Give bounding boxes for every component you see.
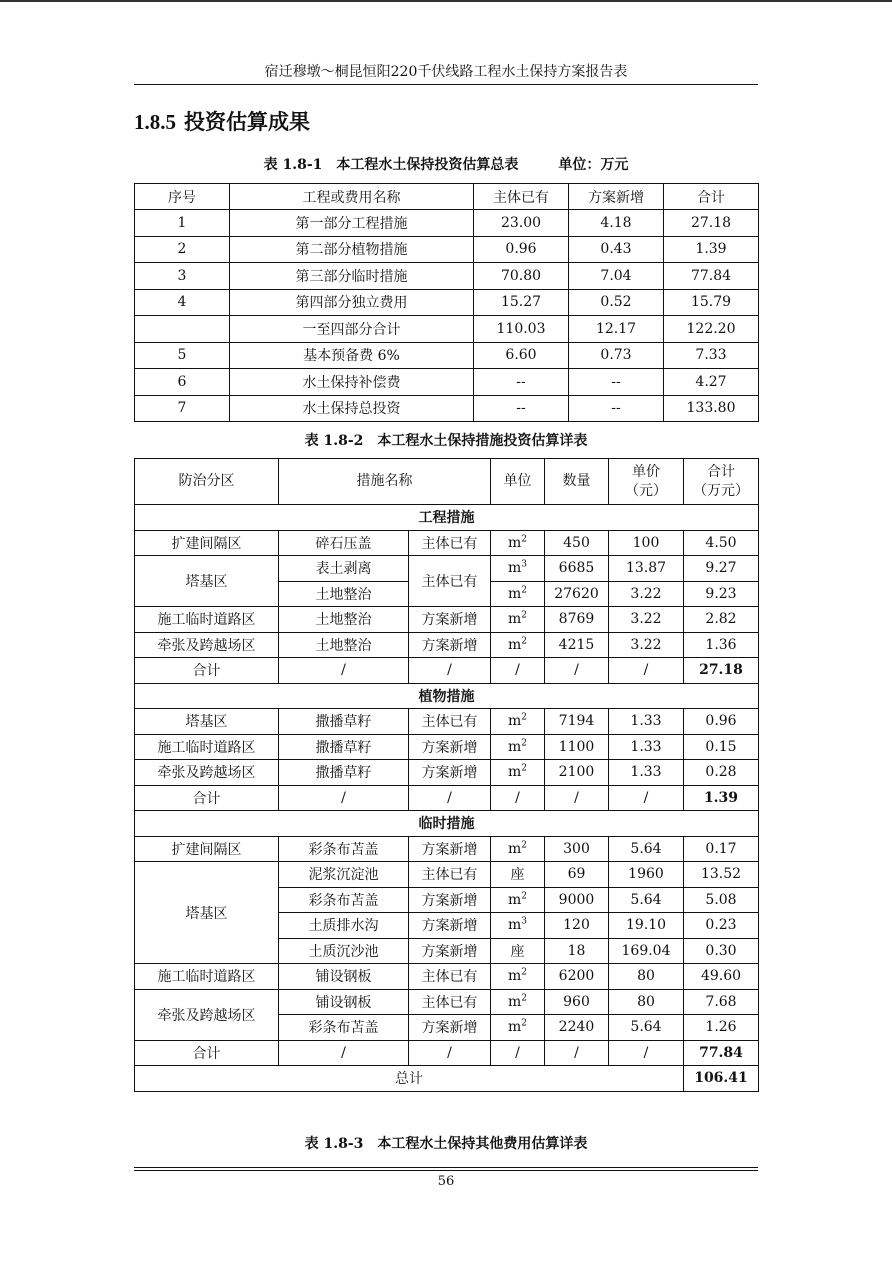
slash-cell: / <box>409 1040 491 1066</box>
total-cell: 0.15 <box>684 734 759 760</box>
table-row <box>135 236 759 263</box>
unit-exponent: 2 <box>521 534 527 545</box>
unit-base: m <box>507 585 522 602</box>
unit-base: m <box>507 917 522 934</box>
plan-added-cell: -- <box>569 395 664 422</box>
total-cell: 0.96 <box>684 709 759 735</box>
price-cell: 3.22 <box>609 607 684 633</box>
unit-cell <box>491 887 545 913</box>
item-name-cell: 第三部分临时措施 <box>230 263 474 290</box>
table-row <box>135 342 759 369</box>
zone-cell: 塔基区 <box>135 556 279 607</box>
unit-base: m <box>507 891 522 908</box>
total-cell: 1.39 <box>664 236 759 263</box>
grand-total-value: 106.41 <box>684 1066 759 1092</box>
price-cell: 80 <box>609 989 684 1015</box>
index-cell: 3 <box>135 263 230 290</box>
column-header: 措施名称 <box>279 459 491 505</box>
table-row <box>135 734 759 760</box>
table-row <box>135 964 759 990</box>
column-header <box>684 459 759 505</box>
index-cell: 1 <box>135 210 230 237</box>
price-cell: 169.04 <box>609 938 684 964</box>
unit-exponent: 2 <box>521 610 527 621</box>
unit-exponent: 2 <box>521 585 527 596</box>
source-cell: 方案新增 <box>409 836 491 862</box>
column-header: 数量 <box>545 459 609 505</box>
unit-exponent: 2 <box>521 993 527 1004</box>
table-row <box>135 263 759 290</box>
column-header: 主体已有 <box>474 184 569 210</box>
total-cell: 133.80 <box>664 395 759 422</box>
price-cell: 5.64 <box>609 1015 684 1041</box>
source-cell: 主体已有 <box>409 964 491 990</box>
plan-added-cell: 0.43 <box>569 236 664 263</box>
price-cell: 5.64 <box>609 836 684 862</box>
unit-cell: 座 <box>491 862 545 888</box>
measure-cell: 撒播草籽 <box>279 709 409 735</box>
measure-cell: 撒播草籽 <box>279 760 409 786</box>
zone-cell: 扩建间隔区 <box>135 530 279 556</box>
slash-cell: / <box>491 1040 545 1066</box>
main-existing-cell: 0.96 <box>474 236 569 263</box>
plan-added-cell: 12.17 <box>569 316 664 343</box>
column-header <box>609 459 684 505</box>
price-cell: 5.64 <box>609 887 684 913</box>
main-existing-cell: -- <box>474 395 569 422</box>
price-cell: 1960 <box>609 862 684 888</box>
unit-exponent: 2 <box>521 763 527 774</box>
unit-cell <box>491 709 545 735</box>
quantity-cell: 27620 <box>545 581 609 607</box>
measure-cell: 土地整治 <box>279 607 409 633</box>
unit-base: m <box>507 840 522 857</box>
slash-cell: / <box>491 785 545 811</box>
slash-cell: / <box>609 1040 684 1066</box>
unit-cell <box>491 760 545 786</box>
subtotal-value: 1.39 <box>684 785 759 811</box>
zone-cell: 塔基区 <box>135 862 279 964</box>
price-cell: 3.22 <box>609 581 684 607</box>
table-row <box>135 316 759 343</box>
grand-total-row <box>135 1066 759 1092</box>
source-cell: 方案新增 <box>409 1015 491 1041</box>
top-border <box>0 0 892 2</box>
unit-exponent: 2 <box>521 1018 527 1029</box>
header-line: （万元） <box>693 482 749 499</box>
source-cell: 方案新增 <box>409 938 491 964</box>
index-cell: 2 <box>135 236 230 263</box>
unit-base: m <box>507 611 522 628</box>
main-existing-cell: 70.80 <box>474 263 569 290</box>
total-cell: 7.68 <box>684 989 759 1015</box>
total-cell: 9.27 <box>684 556 759 582</box>
plan-added-cell: 0.52 <box>569 289 664 316</box>
zone-cell: 牵张及跨越场区 <box>135 760 279 786</box>
measure-cell: 土地整治 <box>279 632 409 658</box>
item-name-cell: 一至四部分合计 <box>230 316 474 343</box>
section-row <box>135 811 759 837</box>
index-cell: 4 <box>135 289 230 316</box>
measure-cell: 铺设钢板 <box>279 989 409 1015</box>
source-cell: 方案新增 <box>409 913 491 939</box>
slash-cell: / <box>545 785 609 811</box>
table-row <box>135 632 759 658</box>
unit-base: m <box>507 968 522 985</box>
total-cell: 49.60 <box>684 964 759 990</box>
section-title <box>134 108 310 136</box>
total-cell: 0.23 <box>684 913 759 939</box>
slash-cell: / <box>491 658 545 684</box>
price-cell: 1.33 <box>609 760 684 786</box>
total-cell: 77.84 <box>664 263 759 290</box>
total-cell: 2.82 <box>684 607 759 633</box>
zone-cell: 施工临时道路区 <box>135 607 279 633</box>
subtotal-value: 77.84 <box>684 1040 759 1066</box>
table-row <box>135 607 759 633</box>
quantity-cell: 450 <box>545 530 609 556</box>
table2-caption: 表 1.8-2 本工程水土保持措施投资估算详表 <box>304 433 588 449</box>
price-cell: 100 <box>609 530 684 556</box>
unit-cell <box>491 632 545 658</box>
source-cell: 方案新增 <box>409 632 491 658</box>
main-existing-cell: 6.60 <box>474 342 569 369</box>
source-cell: 主体已有 <box>409 862 491 888</box>
total-cell: 27.18 <box>664 210 759 237</box>
total-cell: 1.36 <box>684 632 759 658</box>
unit-cell <box>491 913 545 939</box>
measure-cell: 彩条布苫盖 <box>279 1015 409 1041</box>
header-line: 单价 <box>632 463 660 480</box>
measure-cell: 撒播草籽 <box>279 734 409 760</box>
main-existing-cell: 23.00 <box>474 210 569 237</box>
price-cell: 1.33 <box>609 734 684 760</box>
column-header: 合计 <box>664 184 759 210</box>
total-cell: 13.52 <box>684 862 759 888</box>
price-cell: 19.10 <box>609 913 684 939</box>
quantity-cell: 2100 <box>545 760 609 786</box>
column-header: 工程或费用名称 <box>230 184 474 210</box>
table-row <box>135 369 759 396</box>
unit-exponent: 3 <box>521 559 527 570</box>
unit-base: m <box>507 636 522 653</box>
zone-cell: 扩建间隔区 <box>135 836 279 862</box>
price-cell: 13.87 <box>609 556 684 582</box>
slash-cell: / <box>545 658 609 684</box>
quantity-cell: 9000 <box>545 887 609 913</box>
quantity-cell: 960 <box>545 989 609 1015</box>
quantity-cell: 8769 <box>545 607 609 633</box>
measure-cell: 彩条布苫盖 <box>279 887 409 913</box>
quantity-cell: 2240 <box>545 1015 609 1041</box>
section-row <box>135 505 759 531</box>
quantity-cell: 7194 <box>545 709 609 735</box>
source-cell: 方案新增 <box>409 887 491 913</box>
quantity-cell: 300 <box>545 836 609 862</box>
total-cell: 15.79 <box>664 289 759 316</box>
slash-cell: / <box>545 1040 609 1066</box>
table-row <box>135 862 759 888</box>
slash-cell: / <box>279 658 409 684</box>
total-cell: 122.20 <box>664 316 759 343</box>
zone-cell: 塔基区 <box>135 709 279 735</box>
slash-cell: / <box>609 785 684 811</box>
main-existing-cell: 110.03 <box>474 316 569 343</box>
item-name-cell: 水土保持总投资 <box>230 395 474 422</box>
unit-exponent: 3 <box>521 916 527 927</box>
slash-cell: / <box>279 1040 409 1066</box>
subtotal-row <box>135 658 759 684</box>
unit-exponent: 2 <box>521 712 527 723</box>
table3-caption: 表 1.8-3 本工程水土保持其他费用估算详表 <box>304 1136 588 1152</box>
unit-cell: 座 <box>491 938 545 964</box>
section-title-text: 投资估算成果 <box>184 109 310 134</box>
total-cell: 4.27 <box>664 369 759 396</box>
item-name-cell: 第二部分植物措施 <box>230 236 474 263</box>
zone-cell: 牵张及跨越场区 <box>135 632 279 658</box>
table1-header-row <box>135 184 759 210</box>
total-cell: 0.30 <box>684 938 759 964</box>
measure-cell: 土质沉沙池 <box>279 938 409 964</box>
unit-base: m <box>507 738 522 755</box>
unit-cell <box>491 964 545 990</box>
plan-added-cell: 0.73 <box>569 342 664 369</box>
table1-caption-text: 表 1.8-1 本工程水土保持投资估算总表 <box>263 157 519 173</box>
unit-exponent: 2 <box>521 840 527 851</box>
total-cell: 4.50 <box>684 530 759 556</box>
unit-base: m <box>507 993 522 1010</box>
source-cell: 方案新增 <box>409 760 491 786</box>
item-name-cell: 水土保持补偿费 <box>230 369 474 396</box>
measure-cell: 泥浆沉淀池 <box>279 862 409 888</box>
slash-cell: / <box>409 785 491 811</box>
source-cell: 方案新增 <box>409 607 491 633</box>
item-name-cell: 基本预备费 6% <box>230 342 474 369</box>
table-row <box>135 210 759 237</box>
unit-exponent: 2 <box>521 967 527 978</box>
total-cell: 0.17 <box>684 836 759 862</box>
price-cell: 80 <box>609 964 684 990</box>
unit-cell <box>491 989 545 1015</box>
table-row <box>135 530 759 556</box>
footer-rule <box>134 1167 758 1168</box>
table1-unit: 单位：万元 <box>558 157 629 173</box>
price-cell: 3.22 <box>609 632 684 658</box>
footer-rule <box>134 1170 758 1171</box>
slash-cell: / <box>609 658 684 684</box>
page-number: 56 <box>437 1174 455 1189</box>
unit-base: m <box>507 713 522 730</box>
grand-total-label: 总计 <box>135 1066 684 1092</box>
main-existing-cell: 15.27 <box>474 289 569 316</box>
unit-exponent: 2 <box>521 738 527 749</box>
table-row <box>135 289 759 316</box>
total-cell: 7.33 <box>664 342 759 369</box>
unit-base: m <box>507 764 522 781</box>
measure-cell: 彩条布苫盖 <box>279 836 409 862</box>
quantity-cell: 18 <box>545 938 609 964</box>
section-label: 植物措施 <box>135 683 759 709</box>
total-cell: 1.26 <box>684 1015 759 1041</box>
unit-cell <box>491 836 545 862</box>
slash-cell: / <box>279 785 409 811</box>
running-header: 宿迁穆墩～桐昆恒阳220千伏线路工程水土保持方案报告表 <box>264 64 628 80</box>
table-row <box>135 556 759 582</box>
table-row <box>135 395 759 422</box>
column-header: 单位 <box>491 459 545 505</box>
table-row <box>135 836 759 862</box>
measure-cell: 碎石压盖 <box>279 530 409 556</box>
unit-base: m <box>507 534 522 551</box>
section-label: 临时措施 <box>135 811 759 837</box>
unit-cell <box>491 734 545 760</box>
quantity-cell: 120 <box>545 913 609 939</box>
subtotal-row <box>135 785 759 811</box>
unit-cell <box>491 530 545 556</box>
section-number: 1.8.5 <box>134 110 176 134</box>
quantity-cell: 4215 <box>545 632 609 658</box>
subtotal-value: 27.18 <box>684 658 759 684</box>
plan-added-cell: 7.04 <box>569 263 664 290</box>
unit-exponent: 2 <box>521 891 527 902</box>
table2-header-row <box>135 459 759 505</box>
source-cell: 主体已有 <box>409 989 491 1015</box>
table1-caption <box>134 155 758 175</box>
measure-cell: 土地整治 <box>279 581 409 607</box>
measure-detail-table <box>134 458 759 1092</box>
quantity-cell: 6200 <box>545 964 609 990</box>
price-cell: 1.33 <box>609 709 684 735</box>
unit-base: m <box>507 1019 522 1036</box>
unit-cell <box>491 607 545 633</box>
total-cell: 9.23 <box>684 581 759 607</box>
zone-cell: 牵张及跨越场区 <box>135 989 279 1040</box>
measure-cell: 铺设钢板 <box>279 964 409 990</box>
unit-base: m <box>507 560 522 577</box>
zone-cell: 施工临时道路区 <box>135 734 279 760</box>
measure-cell: 表土剥离 <box>279 556 409 582</box>
plan-added-cell: -- <box>569 369 664 396</box>
subtotal-label: 合计 <box>135 1040 279 1066</box>
header-rule <box>134 84 758 85</box>
subtotal-label: 合计 <box>135 658 279 684</box>
zone-cell: 施工临时道路区 <box>135 964 279 990</box>
table-row <box>135 709 759 735</box>
quantity-cell: 1100 <box>545 734 609 760</box>
source-cell: 主体已有 <box>409 709 491 735</box>
unit-cell <box>491 1015 545 1041</box>
table1-body <box>135 210 759 422</box>
unit-exponent: 2 <box>521 636 527 647</box>
section-row <box>135 683 759 709</box>
total-cell: 0.28 <box>684 760 759 786</box>
plan-added-cell: 4.18 <box>569 210 664 237</box>
unit-cell <box>491 581 545 607</box>
header-line: 合计 <box>707 463 735 480</box>
investment-summary-table <box>134 183 759 422</box>
slash-cell: / <box>409 658 491 684</box>
item-name-cell: 第一部分工程措施 <box>230 210 474 237</box>
subtotal-row <box>135 1040 759 1066</box>
section-label: 工程措施 <box>135 505 759 531</box>
source-cell: 主体已有 <box>409 556 491 607</box>
total-cell: 5.08 <box>684 887 759 913</box>
table-row <box>135 989 759 1015</box>
quantity-cell: 6685 <box>545 556 609 582</box>
source-cell: 方案新增 <box>409 734 491 760</box>
unit-cell <box>491 556 545 582</box>
subtotal-label: 合计 <box>135 785 279 811</box>
measure-cell: 土质排水沟 <box>279 913 409 939</box>
index-cell: 5 <box>135 342 230 369</box>
header-line: （元） <box>625 482 667 499</box>
table-row <box>135 760 759 786</box>
index-cell: 7 <box>135 395 230 422</box>
index-cell: 6 <box>135 369 230 396</box>
column-header: 防治分区 <box>135 459 279 505</box>
main-existing-cell: -- <box>474 369 569 396</box>
column-header: 方案新增 <box>569 184 664 210</box>
quantity-cell: 69 <box>545 862 609 888</box>
column-header: 序号 <box>135 184 230 210</box>
source-cell: 主体已有 <box>409 530 491 556</box>
item-name-cell: 第四部分独立费用 <box>230 289 474 316</box>
index-cell <box>135 316 230 343</box>
